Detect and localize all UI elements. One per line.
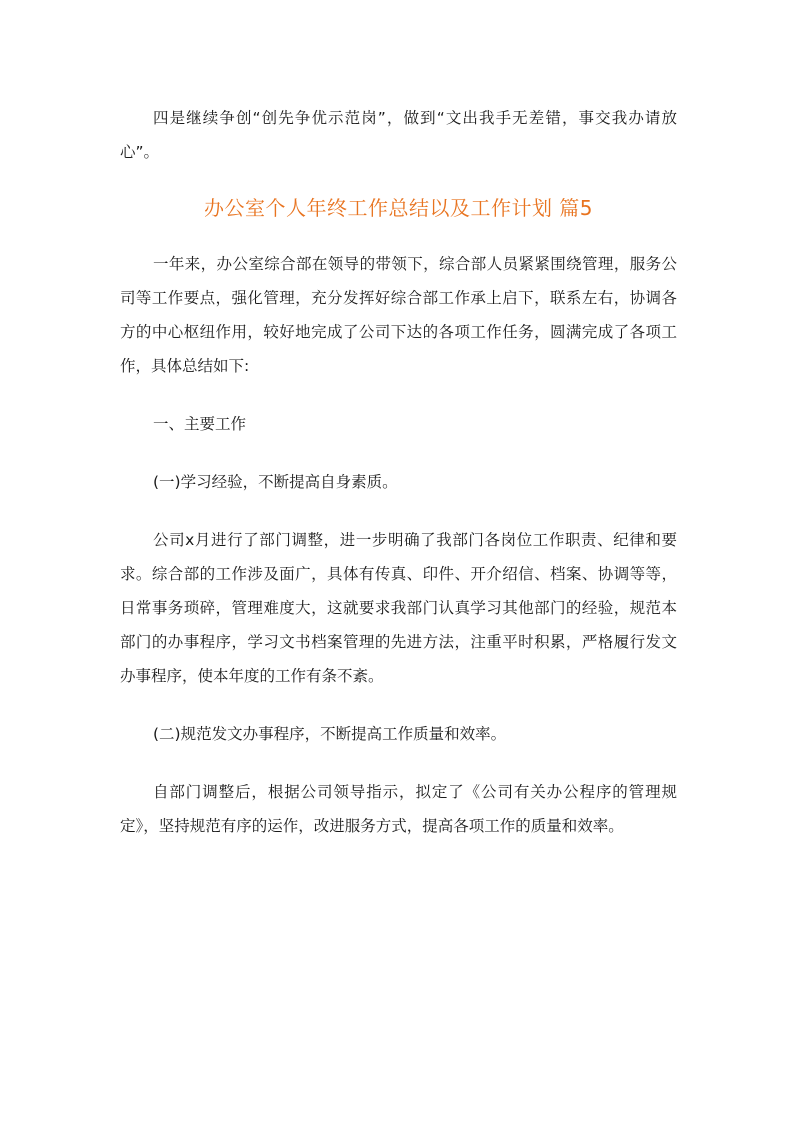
subheading-study: (一)学习经验，不断提高自身素质。 <box>153 473 398 491</box>
subheading-procedure: (二)规范发文办事程序，不断提高工作质量和效率。 <box>153 725 507 743</box>
section-heading: 办公室个人年终工作总结以及工作计划 篇5 <box>203 196 594 220</box>
paragraph-study: 公司x月进行了部门调整，进一步明确了我部门各岗位工作职责、纪律和要求。综合部的工作涉及面广，具体有传真、印件、开介绍信、档案、协调等等，日常事务琐碎，管理难度大，这就要求我部门认真学习其他部门的经验，规范本部门的办事程序，学习文书档案管理的先进方法，注重平时积累，严格履行发文办事程序，使本年度的工作有条不紊。 <box>120 531 677 685</box>
paragraph-summary: 一年来，办公室综合部在领导的带领下，综合部人员紧紧围绕管理，服务公司等工作要点，强化管理，充分发挥好综合部工作承上启下，联系左右，协调各方的中心枢纽作用，较好地完成了公司下达的各项工作任务，圆满完成了各项工作，具体总结如下: <box>120 255 677 375</box>
paragraph-procedure: 自部门调整后，根据公司领导指示，拟定了《公司有关办公程序的管理规定》，坚持规范有序的运作，改进服务方式，提高各项工作的质量和效率。 <box>120 783 677 835</box>
heading-main-work: 一、主要工作 <box>153 415 247 433</box>
paragraph-intro: 四是继续争创“创先争优示范岗”，做到“文出我手无差错，事交我办请放心”。 <box>120 109 677 161</box>
